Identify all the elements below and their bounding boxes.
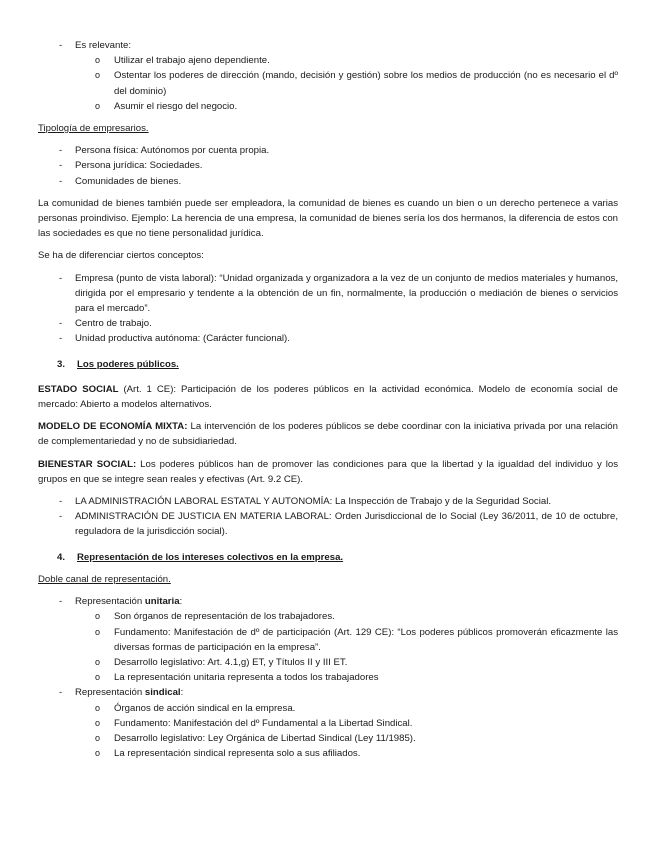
diferenciar-list [38,271,618,347]
relevant-list [38,38,618,114]
list-item-text: LA ADMINISTRACIÓN LABORAL ESTATAL Y AUTONOMÍA: La Inspección de Trabajo y de la Seguridad Social. [75,496,551,508]
circle-bullet: o [95,672,101,683]
circle-bullet: o [95,626,101,637]
list-item [59,271,618,317]
list-item [95,716,618,731]
dash-bullet: - [59,318,63,330]
list-item-text: Desarrollo legislativo: Ley Orgánica de Libertad Sindical (Ley 11/1985). [114,732,416,744]
list-item-text: Persona física: Autónomos por cuenta propia. [75,145,270,157]
list-item [95,701,618,716]
list-item-text: La representación unitaria representa a todos los trabajadores [114,672,379,684]
term-text: (Art. 1 CE): Participación de los poderes públicos en la actividad económica. Modelo de economía social de mercado: Abierto a modelos alternativos. [38,383,618,411]
list-item-text: La representación sindical representa solo a sus afiliados. [114,748,361,760]
list-item [95,670,618,685]
dash-bullet: - [59,272,63,284]
tipologia-list [38,143,618,189]
circle-bullet: o [95,702,101,713]
dash-bullet: - [59,175,63,187]
sindical-suffix: : [180,687,184,699]
circle-bullet: o [95,748,101,759]
list-item [59,509,618,539]
unitaria-prefix: Representación [75,596,145,608]
document-page [38,38,618,761]
list-item [59,158,618,173]
sindical-term: sindical [144,687,181,699]
relevant-label: Es relevante: [75,40,131,51]
circle-bullet: o [95,55,101,66]
list-item-text: Centro de trabajo. [75,318,152,330]
list-item [95,655,618,670]
list-item [95,746,618,761]
list-item-text: Unidad productiva autónoma: (Carácter funcional). [75,333,290,345]
unitaria-term: unitaria [144,596,180,608]
list-item-text: Desarrollo legislativo: Art. 4.1,g) ET, y Títulos II y III ET. [114,656,348,668]
dash-bullet: - [59,687,63,699]
list-item-text: Persona jurídica: Sociedades. [75,160,203,172]
dash-bullet: - [59,40,63,51]
section-number: 3. [57,358,66,370]
list-item [59,143,618,158]
list-item [59,685,618,761]
list-item [95,609,618,624]
list-item-text: Comunidades de bienes. [75,175,182,187]
term-text: Los poderes públicos han de promover las condiciones para que la libertad y la igualdad del individuo y los grupos en que se integre sean reales y efectivas (Art. 9.2 CE). [38,458,619,485]
list-item [59,494,618,509]
list-item [59,174,618,189]
comunidad-paragraph: La comunidad de bienes también puede ser empleadora, la comunidad de bienes es cuando un bien o un derecho pertenece a varias personas proindiviso. Ejemplo: La herencia de una empresa, la comunidad de bienes sería los dos hermanos, la diferencia de estos con las sociedades es que no tiene personalidad jurídica. [38,197,618,240]
relevant-sublist [75,53,618,114]
circle-bullet: o [95,100,101,111]
list-item [59,331,618,346]
list-item-text: Asumir el riesgo del negocio. [114,100,238,112]
diferenciar-intro: Se ha de diferenciar ciertos conceptos: [38,250,204,262]
list-item-text: Fundamento: Manifestación del dº Fundamental a la Libertad Sindical. [114,717,413,729]
estado-social-paragraph [38,382,618,412]
circle-bullet: o [95,611,101,622]
dash-bullet: - [59,596,63,608]
list-item-text: Fundamento: Manifestación de dº de participación (Art. 129 CE): “Los poderes públicos promoverán eficazmente las diversas formas de participación en la empresa”. [114,626,618,653]
list-item [95,68,618,98]
list-item-text: Ostentar los poderes de dirección (mando, decisión y gestión) sobre los medios de producción (no es necesario el dº del dominio) [114,70,618,97]
list-item-text: Utilizar el trabajo ajeno dependiente. [114,55,270,67]
dash-bullet: - [59,333,63,345]
circle-bullet: o [95,732,101,743]
dash-bullet: - [59,511,63,523]
bienestar-paragraph [38,457,618,487]
section-4-heading [38,550,618,565]
list-item-text: ADMINISTRACIÓN DE JUSTICIA EN MATERIA LABORAL: Orden Jurisdiccional de lo Social (Ley 36/2011, de 10 de octubre, reguladora de la jurisdicción social). [75,511,618,538]
dash-bullet: - [59,496,63,508]
list-item-text: Son órganos de representación de los trabajadores. [114,611,335,623]
list-item-text: Empresa (punto de vista laboral): “Unidad organizada y organizadora a la vez de un conjunto de medios materiales y humanos, dirigida por el empresario y tendente a la obtención de un fin, normalmente, la producción o mediación de bienes o servicios para el mercado”. [75,272,618,315]
term-label: ESTADO SOCIAL [38,383,119,395]
sindical-sublist [75,701,618,762]
section-number: 4. [57,551,66,563]
tipologia-title: Tipología de empresarios. [38,123,149,135]
section-title: Los poderes públicos. [77,358,179,370]
list-item [59,38,618,114]
unitaria-suffix: : [179,596,183,608]
circle-bullet: o [95,717,101,728]
circle-bullet: o [95,656,101,667]
list-item [95,99,618,114]
section-3-heading [38,357,618,372]
list-item [59,316,618,331]
doble-canal-title: Doble canal de representación. [38,573,171,585]
circle-bullet: o [95,70,101,81]
list-item [95,625,618,655]
list-item [95,53,618,68]
modelo-paragraph [38,419,618,449]
unitaria-sublist [75,609,618,685]
dash-bullet: - [59,160,63,172]
section-4-list [38,594,618,761]
term-label: MODELO DE ECONOMÍA MIXTA: [38,421,188,433]
list-item-text: Órganos de acción sindical en la empresa. [114,702,296,714]
list-item [95,731,618,746]
section-3-list [38,494,618,540]
section-title: Representación de los intereses colectivos en la empresa. [77,551,344,563]
list-item [59,594,618,685]
term-label: BIENESTAR SOCIAL: [38,458,137,470]
sindical-prefix: Representación [75,687,145,699]
term-text: La intervención de los poderes públicos se debe coordinar con la iniciativa privada por una relación de complementariedad y no de subsidiariedad. [38,421,618,448]
dash-bullet: - [59,145,63,157]
